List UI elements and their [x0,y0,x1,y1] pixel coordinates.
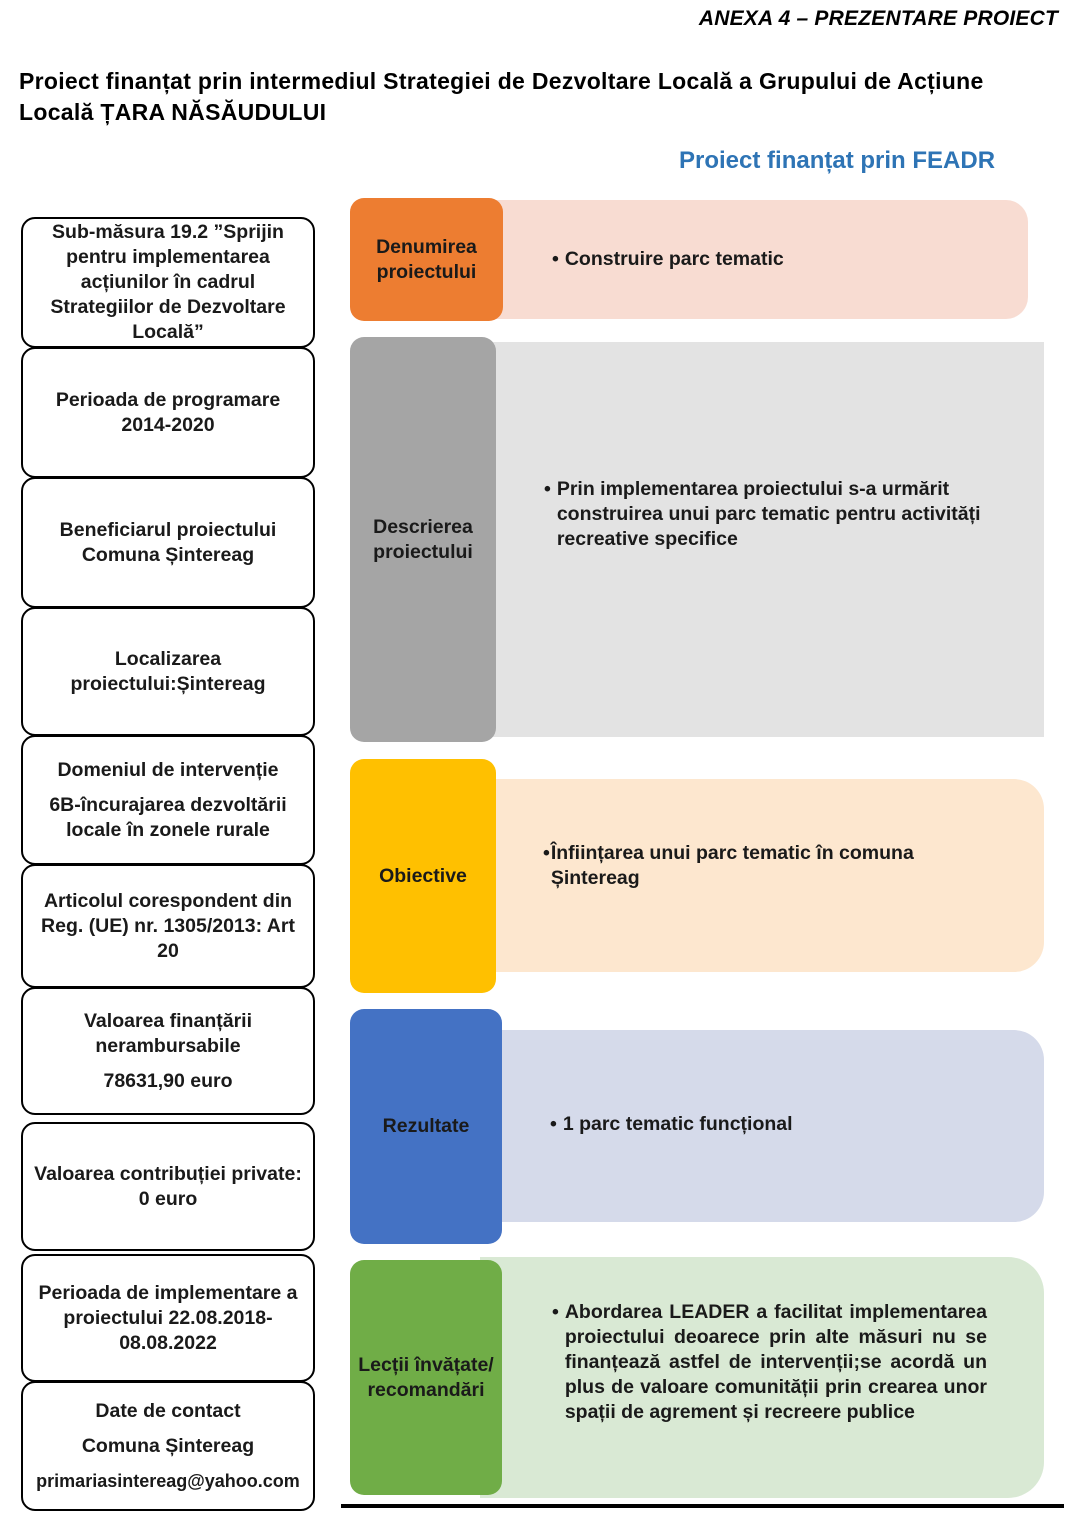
bullet-symbol: • [552,248,559,270]
lessons-content [480,1257,1044,1498]
project-description-label [350,337,496,742]
bullet-symbol: • [550,1113,557,1135]
contact-email: primariasintereag@yahoo.com [36,1470,300,1491]
intervention-domain-value: 6B-încurajarea dezvoltării locale în zonele rurale [49,793,287,841]
results-text: 1 parc tematic funcțional [562,1113,793,1135]
contact-label: Date de contact [95,1399,241,1422]
objectives-text: Înființarea unui parc tematic în comuna Șintereag [550,841,914,889]
annex-heading: ANEXA 4 – PREZENTARE PROIECT [698,7,1058,30]
lessons-text: Abordarea LEADER a facilitat implementarea proiectului deoarece prin alte măsuri nu se finanțează astfel de intervenții;se acordă un plus de valoare comunității prin crearea unor spații de agrement și recreere publice [564,1301,987,1423]
private-contribution-box [21,1122,315,1251]
funding-value-label: Valoarea finanțării nerambursabile [84,1009,252,1057]
intervention-domain-box [21,735,315,865]
lessons-label-text: Lecții învățate/ recomandări [358,1353,494,1401]
funding-value-amount: 78631,90 euro [103,1069,233,1092]
bullet-symbol: • [543,841,550,864]
results-content [480,1030,1044,1222]
programming-period-box [21,347,315,478]
private-contribution-text: Valoarea contribuției private: 0 euro [34,1162,302,1210]
objectives-content [470,779,1044,972]
submeasure-text: Sub-măsura 19.2 ”Sprijin pentru implementarea acțiunilor în cadrul Strategiilor de Dezvoltare Locală” [50,221,286,343]
results-label [350,1009,502,1244]
beneficiary-text: Beneficiarul proiectului Comuna Șintereag [59,518,277,566]
programming-period-text: Perioada de programare 2014-2020 [55,388,281,436]
project-name-label-text: Denumirea proiectului [376,235,477,283]
lessons-label [350,1260,502,1495]
bullet-symbol: • [544,478,551,500]
submeasure-box [21,217,315,348]
funding-value-box [21,987,315,1115]
project-description-label-text: Descrierea proiectului [373,515,473,563]
project-name-text: Construire parc tematic [564,248,784,270]
intervention-domain-label: Domeniul de intervenție [57,758,279,781]
objectives-label [350,759,496,993]
article-box [21,864,315,988]
bottom-divider [341,1504,1064,1508]
project-name-content [480,200,1028,319]
objectives-label-text: Obiective [379,864,467,887]
contact-box [21,1381,315,1511]
contact-name: Comuna Șintereag [81,1434,255,1457]
project-description-text: Prin implementarea proiectului s-a urmărit construirea unui parc tematic pentru activități recreative specifice [556,478,981,550]
article-text: Articolul corespondent din Reg. (UE) nr. 1305/2013: Art 20 [41,889,295,962]
bullet-symbol: • [552,1301,559,1323]
location-box [21,607,315,736]
funding-source: Proiect finanțat prin FEADR [679,147,996,174]
project-name-label [350,198,503,321]
page-title: Proiect finanțat prin intermediul Strategiei de Dezvoltare Locală a Grupului de Acțiune Locală ȚARA NĂSĂUDULUI [19,68,984,125]
results-label-text: Rezultate [382,1115,470,1137]
beneficiary-box [21,477,315,608]
implementation-period-text: Perioada de implementare a proiectului 22.08.2018-08.08.2022 [38,1281,298,1354]
project-description-content [470,342,1044,737]
implementation-period-box [21,1254,315,1382]
location-text: Localizarea proiectului:Șintereag [70,647,266,695]
